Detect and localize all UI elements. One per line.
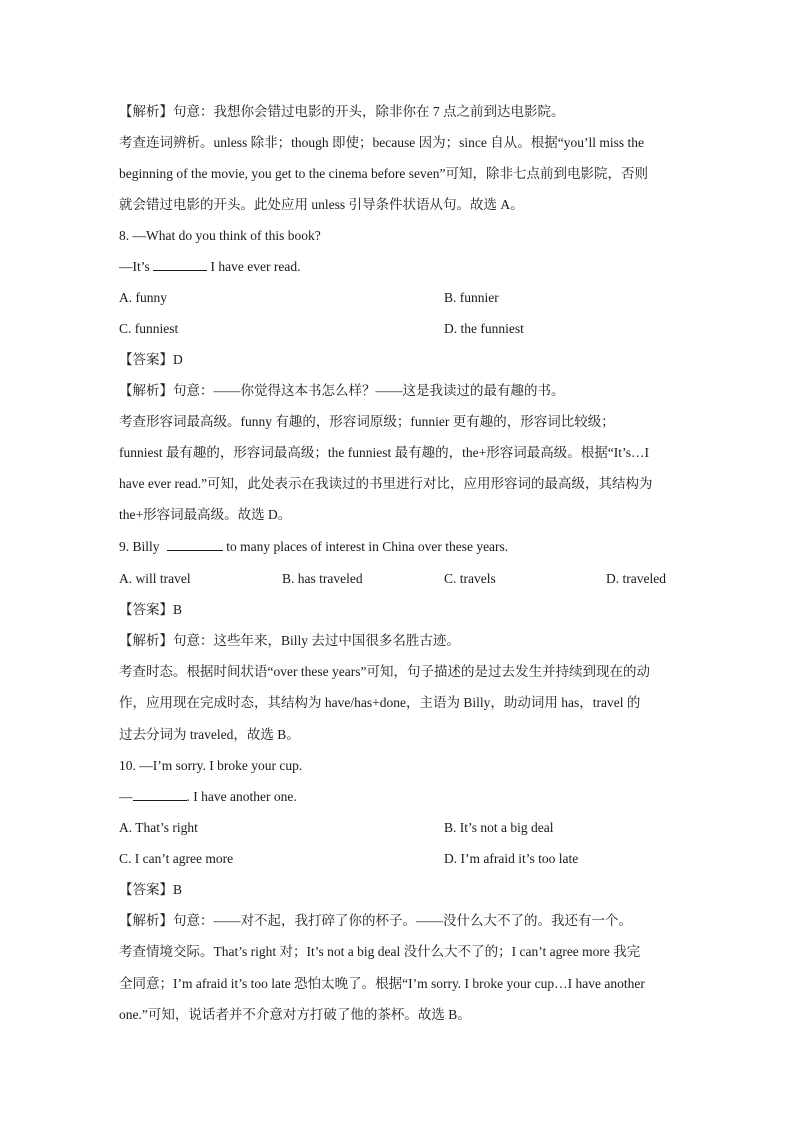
q8-option-a: A. funny <box>119 290 167 305</box>
q10-stem-before: — <box>119 789 133 804</box>
q8-analysis-line-3: funniest 最有趣的，形容词最高级；the funniest 最有趣的，the+形容词最高级。根据“It’s…I <box>119 445 649 460</box>
answer-blank <box>133 787 187 801</box>
q8-option-c: C. funniest <box>119 321 179 336</box>
q8-analysis-line-1: 【解析】句意：——你觉得这本书怎么样？——这是我读过的最有趣的书。 <box>119 383 565 398</box>
q8-stem-line-2 <box>119 257 679 277</box>
q9-stem-after: to many places of interest in China over these years. <box>226 539 509 554</box>
answer-blank <box>167 537 223 551</box>
answer-blank <box>153 257 207 271</box>
q10-stem-line-1: 10. —I’m sorry. I broke your cup. <box>119 758 303 773</box>
q10-analysis-line-3: 全同意；I’m afraid it’s too late 恐怕太晚了。根据“I’m sorry. I broke your cup…I have another <box>119 976 645 991</box>
q10-option-b: B. It’s not a big deal <box>444 820 554 835</box>
q9-option-c: C. travels <box>444 571 496 586</box>
q10-analysis-line-2: 考查情境交际。That’s right 对；It’s not a big deal 没什么大不了的；I can’t agree more 我完 <box>119 944 641 959</box>
q10-option-c: C. I can’t agree more <box>119 851 234 866</box>
q9-option-a: A. will travel <box>119 571 191 586</box>
q9-analysis-line-4: 过去分词为 traveled，故选 B。 <box>119 727 300 742</box>
q8-analysis-line-5: the+形容词最高级。故选 D。 <box>119 507 292 522</box>
q8-stem-line-1: 8. —What do you think of this book? <box>119 228 321 243</box>
q8-option-b: B. funnier <box>444 290 499 305</box>
q10-answer: 【答案】B <box>119 882 183 897</box>
analysis-7-line-1: 【解析】句意：我想你会错过电影的开头，除非你在 7 点之前到达电影院。 <box>119 104 565 119</box>
q9-stem-before: 9. Billy <box>119 539 160 554</box>
q10-analysis-line-1: 【解析】句意：——对不起，我打碎了你的杯子。——没什么大不了的。我还有一个。 <box>119 913 632 928</box>
q10-analysis-line-4: one.”可知，说话者并不介意对方打破了他的茶杯。故选 B。 <box>119 1007 471 1022</box>
analysis-7-line-2: 考查连词辨析。unless 除非；though 即使；because 因为；since 自从。根据“you’ll miss the <box>119 135 644 150</box>
q9-stem <box>119 537 679 557</box>
q8-stem-before: —It’s <box>119 259 150 274</box>
q8-answer: 【答案】D <box>119 352 183 367</box>
analysis-7-line-4: 就会错过电影的开头。此处应用 unless 引导条件状语从句。故选 A。 <box>119 197 524 212</box>
q8-stem-after: I have ever read. <box>210 259 301 274</box>
q10-option-a: A. That’s right <box>119 820 198 835</box>
q9-analysis-line-1: 【解析】句意：这些年来，Billy 去过中国很多名胜古迹。 <box>119 633 460 648</box>
q9-analysis-line-3: 作，应用现在完成时态，其结构为 have/has+done，主语为 Billy，助动词用 has，travel 的 <box>119 695 641 710</box>
q9-option-b: B. has traveled <box>282 571 363 586</box>
q8-analysis-line-2: 考查形容词最高级。funny 有趣的，形容词原级；funnier 更有趣的，形容词比较级； <box>119 414 615 429</box>
q8-analysis-line-4: have ever read.”可知，此处表示在我读过的书里进行对比，应用形容词的最高级，其结构为 <box>119 476 653 491</box>
analysis-7-line-3: beginning of the movie, you get to the cinema before seven”可知，除非七点前到电影院，否则 <box>119 166 649 181</box>
q10-stem-line-2 <box>119 787 679 807</box>
q9-analysis-line-2: 考查时态。根据时间状语“over these years”可知，句子描述的是过去发生并持续到现在的动 <box>119 664 650 679</box>
q9-option-d: D. traveled <box>606 571 666 586</box>
q10-stem-after: . I have another one. <box>186 789 297 804</box>
q9-answer: 【答案】B <box>119 602 183 617</box>
q10-option-d: D. I’m afraid it’s too late <box>444 851 579 866</box>
q8-option-d: D. the funniest <box>444 321 524 336</box>
